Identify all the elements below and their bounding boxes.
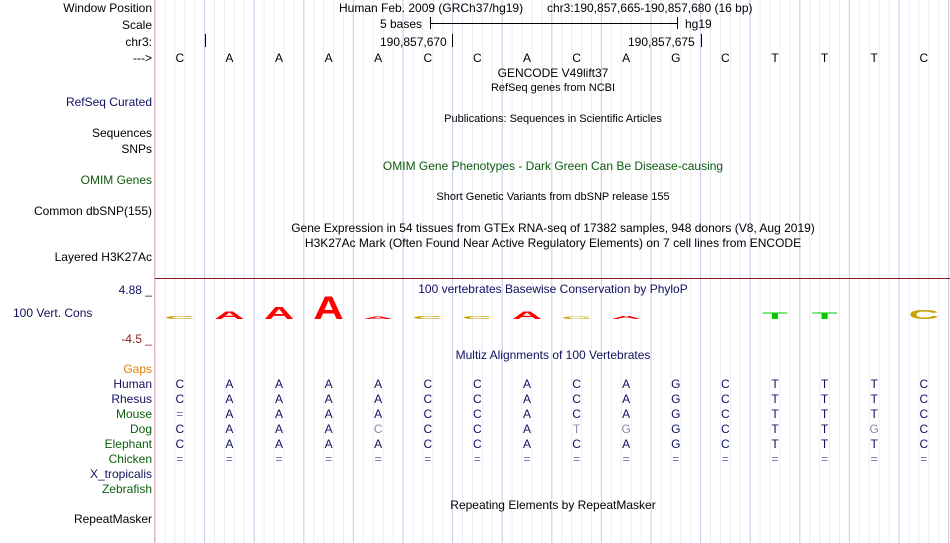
alignment-base: T [870,407,878,421]
scale-label: Scale [121,18,152,32]
alignment-base: A [225,437,234,451]
logo-letter: C [462,314,493,321]
species-label[interactable]: Mouse [115,407,152,421]
base-letter: A [225,51,234,65]
base-letter: G [671,51,681,65]
ruler-tick [205,34,206,47]
label-separator [154,0,155,543]
alignment-base: C [919,422,929,436]
alignment-base: = [771,452,779,466]
alignment-base: C [423,377,433,391]
assembly-text: Human Feb. 2009 (GRCh37/hg19) [339,1,524,15]
alignment-base: A [522,437,531,451]
scale-text: 5 bases [380,17,423,31]
logo-letter: A [214,308,245,322]
alignment-base: = [275,452,283,466]
alignment-base: G [671,392,681,406]
alignment-base: = [424,452,432,466]
alignment-base: = [473,452,481,466]
alignment-base: C [175,392,185,406]
alignment-base: T [820,392,829,406]
alignment-base: = [176,407,184,421]
alignment-base: A [522,377,531,391]
alignment-base: C [572,407,581,421]
omim-track-title[interactable]: OMIM Gene Phenotypes - Dark Green Can Be Disease-causing [382,159,724,173]
alignment-base: A [522,392,531,406]
alignment-base: G [671,437,681,451]
alignment-base: T [771,437,779,451]
gencode-track-title[interactable]: GENCODE V49lift37 [497,66,609,80]
alignment-base: = [622,452,630,466]
gtex-track-title[interactable]: Gene Expression in 54 tissues from GTEx RNA-seq of 17382 samples, 948 donors (V8, Aug 2019) [291,221,815,235]
scale-bar [430,17,678,29]
alignment-base: A [622,407,631,421]
base-letter: A [374,51,383,65]
alignment-base: A [274,422,283,436]
alignment-base: C [473,407,482,421]
alignment-base: A [324,407,333,421]
refseq-track-title[interactable]: RefSeq genes from NCBI [490,82,616,94]
logo-letter: T [811,310,838,322]
alignment-base: C [919,407,929,421]
alignment-base: C [919,377,929,391]
alignment-base: C [473,437,482,451]
refseq-curated-label[interactable]: RefSeq Curated [65,95,152,109]
alignment-base: C [721,407,730,421]
base-letter: T [870,51,878,65]
alignment-base: A [622,392,631,406]
scale-db: hg19 [685,17,712,31]
base-letter: T [820,51,829,65]
species-label[interactable]: Rhesus [111,392,152,406]
layered-h3k27ac-label[interactable]: Layered H3K27Ac [54,250,152,264]
alignment-base: A [622,437,631,451]
alignment-base: A [374,392,383,406]
alignment-base: A [522,422,531,436]
alignment-base: A [324,392,333,406]
alignment-base: T [771,392,779,406]
species-label[interactable]: Dog [129,422,152,436]
logo-letter: A [263,303,295,323]
base-letter: C [919,51,929,65]
alignment-base: G [671,422,681,436]
species-label[interactable]: Zebrafish [101,482,152,496]
alignment-base: C [572,377,581,391]
alignment-base: G [621,422,631,436]
h3k27ac-track-title[interactable]: H3K27Ac Mark (Often Found Near Active Regulatory Elements) on 7 cell lines from ENCODE [304,236,802,250]
repeatmasker-track-title[interactable]: Repeating Elements by RepeatMasker [450,498,656,512]
alignment-base: = [374,452,382,466]
ruler-tick [701,34,702,47]
alignment-base: C [423,392,433,406]
alignment-base: A [374,437,383,451]
alignment-base: = [523,452,531,466]
alignment-base: T [771,407,779,421]
alignment-base: G [671,377,681,391]
alignment-base: C [473,422,482,436]
alignment-base: C [721,392,730,406]
logo-letter: A [363,315,394,320]
alignment-base: A [622,377,631,391]
alignment-base: T [820,437,829,451]
strand-label: ---> [133,51,152,65]
alignment-base: T [820,377,829,391]
alignment-base: C [572,437,581,451]
base-letter: C [175,51,185,65]
base-letter: A [274,51,283,65]
alignment-base: C [721,377,730,391]
base-letter: C [721,51,730,65]
alignment-base: A [225,377,234,391]
base-letter: A [522,51,531,65]
alignment-base: C [175,377,185,391]
base-letter: A [622,51,631,65]
species-label[interactable]: X_tropicalis [89,467,152,481]
alignment-base: C [423,407,433,421]
alignment-base: A [374,407,383,421]
sequences-label[interactable]: Sequences [91,126,152,140]
coord-2: 190,857,675 [628,35,695,49]
chr-label: chr3: [125,35,152,49]
alignment-base: T [870,392,878,406]
alignment-base: C [572,392,581,406]
logo-letter: C [561,315,592,320]
alignment-base: T [572,422,581,436]
alignment-base: A [274,437,283,451]
alignment-base: C [423,437,433,451]
snps-label[interactable]: SNPs [121,142,152,156]
alignment-base: A [274,392,283,406]
alignment-base: C [423,422,433,436]
alignment-base: T [870,377,878,391]
alignment-base: A [324,377,333,391]
alignment-base: T [870,437,878,451]
phylop-ymin: -4.5 _ [121,332,152,346]
alignment-base: = [176,452,184,466]
alignment-base: C [919,437,929,451]
vert-cons-label[interactable]: 100 Vert. Cons [13,306,93,320]
alignment-base: A [522,407,531,421]
ruler-tick [452,34,453,47]
alignment-base: C [473,392,482,406]
base-letter: C [572,51,581,65]
alignment-base: A [225,407,234,421]
species-label[interactable]: Chicken [108,452,152,466]
alignment-base: = [325,452,333,466]
alignment-base: = [870,452,878,466]
alignment-base: T [771,377,779,391]
alignment-base: = [920,452,928,466]
phylop-ymax: 4.88 _ [118,283,152,297]
phylop-track-title[interactable]: 100 vertebrates Basewise Conservation by PhyloP [418,282,688,296]
alignment-base: = [225,452,233,466]
alignment-base: C [175,437,185,451]
alignment-base: A [324,422,333,436]
repeatmasker-label[interactable]: RepeatMasker [73,512,152,526]
alignment-base: C [721,437,730,451]
alignment-base: = [821,452,829,466]
track-divider [155,278,950,279]
alignment-base: = [721,452,729,466]
alignment-base: T [820,422,829,436]
base-letter: C [473,51,482,65]
logo-letter: C [412,314,443,321]
alignment-base: A [374,377,383,391]
alignment-base: C [175,422,185,436]
alignment-base: C [721,422,730,436]
alignment-base: A [274,377,283,391]
multiz-track-title[interactable]: Multiz Alignments of 100 Vertebrates [455,348,651,362]
species-label[interactable]: Gaps [123,362,152,376]
dbsnp-track-title[interactable]: Short Genetic Variants from dbSNP release 155 [436,191,670,203]
window-position-label: Window Position [63,1,152,15]
common-dbsnp-label[interactable]: Common dbSNP(155) [33,204,152,218]
alignment-base: G [671,407,681,421]
logo-letter: C [164,314,195,321]
alignment-base: = [573,452,581,466]
logo-letter: C [908,307,939,322]
coord-1: 190,857,670 [380,35,447,49]
base-letter: A [324,51,333,65]
alignment-base: A [274,407,283,421]
logo-letter: A [611,314,642,321]
alignment-base: T [771,422,779,436]
logo-letter: A [511,308,543,322]
species-label[interactable]: Elephant [104,437,152,451]
publications-track-title[interactable]: Publications: Sequences in Scientific Articles [444,113,662,125]
species-label[interactable]: Human [113,377,152,391]
omim-genes-label[interactable]: OMIM Genes [80,173,152,187]
conservation-logo [155,295,950,325]
alignment-base: A [225,392,234,406]
alignment-base: = [672,452,680,466]
position-text: chr3:190,857,665-190,857,680 (16 bp) [547,1,753,15]
alignment-base: C [473,377,482,391]
base-letter: C [423,51,433,65]
logo-letter: A [313,295,344,325]
alignment-base: C [373,422,383,436]
alignment-base: A [225,422,234,436]
base-letter: T [771,51,779,65]
alignment-base: A [324,437,333,451]
logo-letter: T [762,310,788,322]
alignment-base: C [919,392,929,406]
alignment-base: G [869,422,879,436]
alignment-base: T [820,407,829,421]
